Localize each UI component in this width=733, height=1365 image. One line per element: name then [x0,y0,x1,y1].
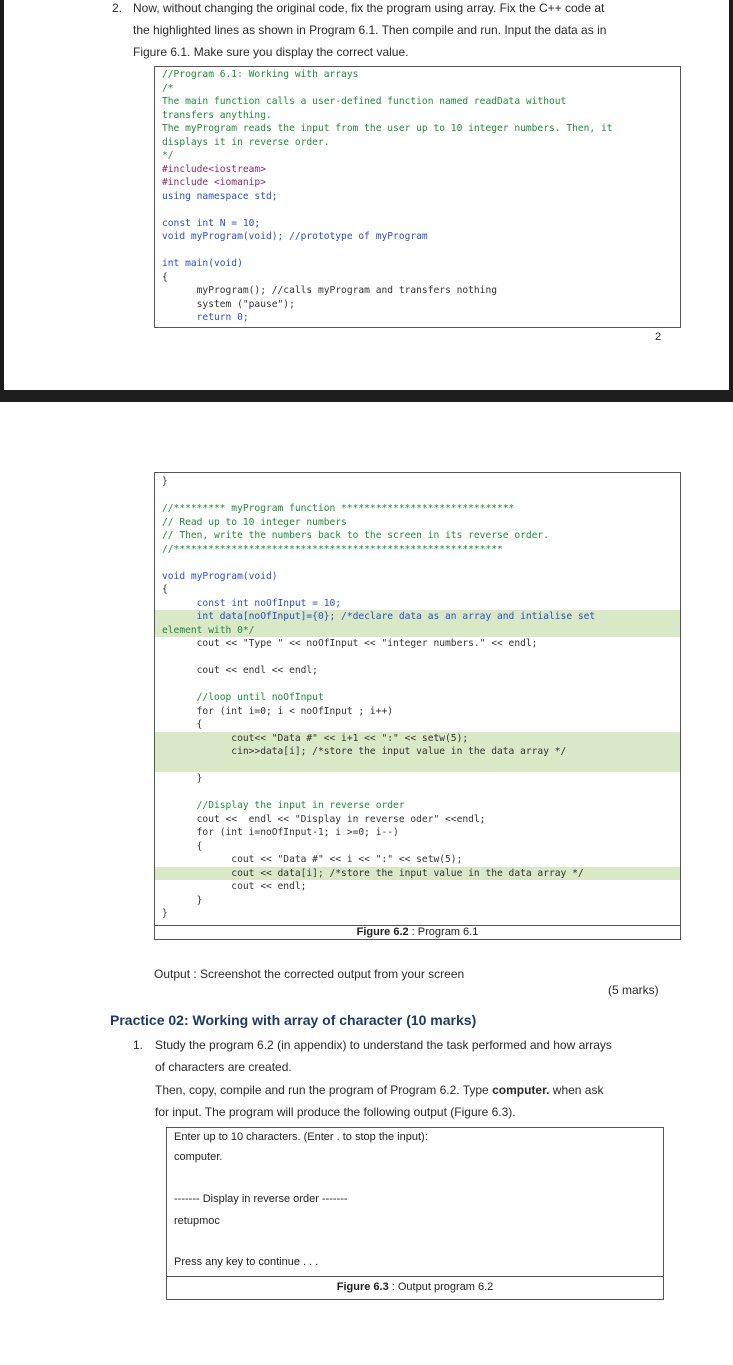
code-line: //Display the input in reverse order [162,800,405,811]
q2-line3: Figure 6.1. Make sure you display the correct value. [133,45,409,59]
highlighted-code-line: element with 0*/ [155,624,680,638]
code-line: { [162,584,168,595]
code-line: */ [162,150,174,161]
figure-caption: : Output program 6.2 [391,1281,494,1293]
code-line: //********************************************************* [162,543,503,555]
code-line: { [162,719,203,730]
code-line [162,678,680,692]
q1-line3 [155,1079,603,1101]
left-edge [0,0,4,400]
q2-number: 2. [112,1,123,15]
highlighted-code-line: cout << data[i]; /*store the input value in the data array */ [155,867,680,881]
right-edge [729,0,733,400]
code-line: const int N = 10; [162,217,261,229]
code-line: /* [162,82,174,94]
output-line: Press any key to continue . . . [174,1256,319,1268]
figure-label: Figure 6.2 [356,926,409,938]
code-line [162,203,680,217]
code-line: cout << "Data #" << i << ":" << setw(5); [162,854,463,865]
figure-caption: : Program 6.1 [408,926,479,938]
code-line [162,489,680,503]
code-line: const int noOfInput = 10; [162,597,342,609]
code-line: for (int i=noOfInput-1; i >=0; i--) [162,827,399,838]
code-line: { [162,840,203,852]
code-line: for (int i=0; i < noOfInput ; i++) [162,705,394,717]
code-line [162,651,680,665]
code-line: //********* myProgram function ****************************** [162,503,515,514]
code-line: //loop until noOfInput [162,692,324,703]
q2-line2: the highlighted lines as shown in Program 6.1. Then compile and run. Input the data as in [133,23,607,37]
q1-number: 1. [133,1038,144,1052]
code-line: void myProgram(void); //prototype of myProgram [162,231,428,242]
highlighted-code-line: int data[noOfInput]={0}; /*declare data as an array and intialise set [155,610,680,624]
program-6-1-part1 [154,66,681,328]
output-line: retupmoc [174,1215,220,1227]
output-program-6-2 [166,1127,664,1300]
q2-line1: Now, without changing the original code, fix the program using array. Fix the C++ code at [133,1,605,15]
code-line: using namespace std; [162,190,278,202]
output-line: ------- Display in reverse order ------- [174,1193,348,1205]
code-line: } [162,894,203,906]
figure-6-2-caption [155,925,680,938]
highlighted-code-line: cin>>data[i]; /*store the input value in the data array */ [155,745,680,759]
code-line: displays it in reverse order. [162,136,330,148]
q1-line3-text: when ask [549,1083,604,1097]
code-line: cout << "Type " << noOfInput << "integer numbers." << endl; [162,638,538,649]
code-line: //Program 6.1: Working with arrays [162,69,359,80]
code-line: // Read up to 10 integer numbers [162,516,347,528]
code-line [162,556,680,570]
code-line: #include<iostream> [162,163,266,175]
output-line: Enter up to 10 characters. (Enter . to stop the input): [174,1131,428,1143]
code-line: } [162,773,203,784]
q1-line1: Study the program 6.2 (in appendix) to understand the task performed and how arrays [155,1038,612,1052]
practice-heading: Practice 02: Working with array of character (10 marks) [110,1012,477,1028]
code-line: cout << endl; [162,881,307,892]
code-line [162,244,680,258]
marks-label: (5 marks) [608,983,659,997]
program-6-1-part2 [154,472,681,940]
code-line [162,786,680,800]
code-line: void myProgram(void) [162,570,278,582]
figure-label: Figure 6.3 [336,1281,389,1293]
output-instruction: Output : Screenshot the corrected output from your screen [154,967,465,981]
code-line: // Then, write the numbers back to the screen in its reverse order. [162,530,549,541]
code-line: system ("pause"); [162,298,295,310]
output-line: computer. [174,1151,223,1163]
q1-line3-emphasis: computer. [492,1083,550,1097]
code-line: } [162,908,168,919]
code-line: int main(void) [162,258,243,269]
code-line: The main function calls a user-defined function named readData without [162,96,567,107]
page-number: 2 [655,331,662,343]
q1-line4: for input. The program will produce the following output (Figure 6.3). [155,1105,516,1119]
q1-line2: of characters are created. [155,1060,292,1074]
code-line: } [162,476,168,487]
code-line: cout << endl << endl; [162,665,318,676]
code-line: return 0; [162,312,249,323]
code-line: The myProgram reads the input from the user up to 10 integer numbers. Then, it [162,123,613,134]
code-line: #include <iomanip> [162,177,266,188]
q1-line3-text: Then, copy, compile and run the program of Program 6.2. Type [155,1083,493,1097]
highlighted-code-line [155,759,680,773]
page-divider [0,390,733,402]
code-line: { [162,271,168,283]
figure-6-3-caption [167,1276,663,1299]
code-line: cout << endl << "Display in reverse oder" <<endl; [162,813,486,825]
code-line: myProgram(); //calls myProgram and transfers nothing [162,285,498,296]
code-line: transfers anything. [162,109,272,121]
highlighted-code-line: cout<< "Data #" << i+1 << ":" << setw(5); [155,732,680,746]
